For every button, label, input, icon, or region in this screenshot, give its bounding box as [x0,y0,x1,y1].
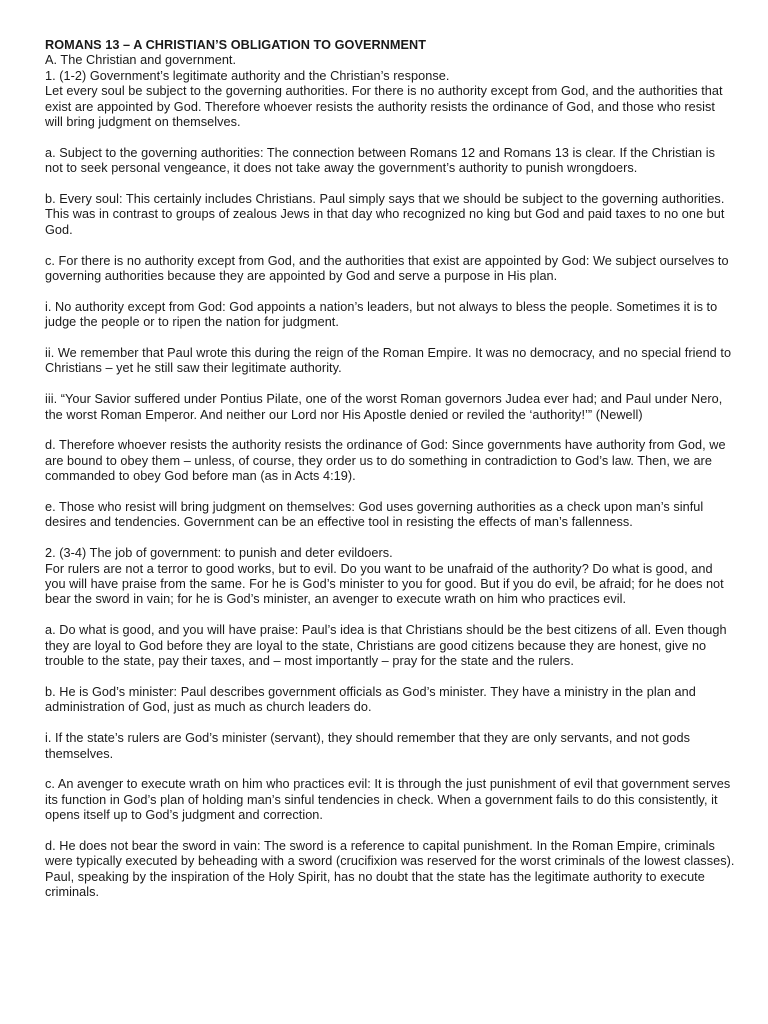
paragraph-gap [45,331,735,346]
paragraph-gap [45,531,735,546]
paragraph-1d: d. Therefore whoever resists the authority resists the ordinance of God: Since governments have authority from God, we are bound to obey them – unless, of course, they order us to do something in contradiction to God’s law. Then, we are commanded to obey God before man (as in Acts 4:19). [45,438,726,484]
paragraph-1c-i: i. No authority except from God: God appoints a nation’s leaders, but not always to bless the people. Sometimes it is to judge the people or to ripen the nation for judgment. [45,299,718,330]
paragraph-gap [45,716,735,731]
paragraph-2b: b. He is God’s minister: Paul describes government officials as God’s minister. They have a ministry in the plan and administration of God, just as much as church leaders do. [45,684,696,715]
scripture-passage-2: For rulers are not a terror to good works, but to evil. Do you want to be unafraid of the authority? Do what is good, and you will have praise from the same. For he is God’s minister to you for good. But if you do evil, be afraid; for he does not bear the sword in vain; for he is God’s minister, an avenger to execute wrath on him who practices evil. [45,561,724,607]
paragraph-2d: d. He does not bear the sword in vain: The sword is a reference to capital punishment. In the Roman Empire, criminals were typically executed by beheading with a sword (crucifixion was reserved for the worst criminals of the lowest classes). Paul, speaking by the inspiration of the Holy Spirit, has no doubt that the state has the legitimate authority to execute criminals. [45,838,735,900]
paragraph-2b-i: i. If the state’s rulers are God’s minister (servant), they should remember that they are only servants, and not gods themselves. [45,731,690,761]
paragraph-1e: e. Those who resist will bring judgment on themselves: God uses governing authorities as a check upon man’s sinful desires and tendencies. Government can be an effective tool in resisting the effects of man’s fallenness. [45,500,704,530]
paragraph-1b: b. Every soul: This certainly includes Christians. Paul simply says that we should be subject to the governing authorities. This was in contrast to groups of zealous Jews in that day who recognized no king but God and paid taxes to no one but God. [45,192,725,237]
paragraph-gap [45,130,735,145]
point-1-heading: 1. (1-2) Government’s legitimate authority and the Christian’s response. [45,68,450,83]
document-title: ROMANS 13 – A CHRISTIAN’S OBLIGATION TO GOVERNMENT [45,38,427,52]
paragraph-gap [45,485,735,500]
paragraph-1c-iii: iii. “Your Savior suffered under Pontius Pilate, one of the worst Roman governors Judea ever had; and Paul under Nero, the worst Roman Emperor. And neither our Lord nor His Apostle denied or reviled the ‘authority!’” (Newell) [45,392,723,422]
point-2-heading: 2. (3-4) The job of government: to punish and deter evildoers. [45,546,393,561]
paragraph-1c: c. For there is no authority except from God, and the authorities that exist are appointed by God: We subject ourselves to governing authorities because they are appointed by God and serve a purpose in His plan. [45,253,729,284]
paragraph-gap [45,670,735,685]
section-heading-a: A. The Christian and government. [45,53,237,68]
paragraph-gap [45,377,735,392]
paragraph-1c-ii: ii. We remember that Paul wrote this during the reign of the Roman Empire. It was no democracy, and no special friend to Christians – yet he still saw their legitimate authority. [45,346,732,376]
paragraph-gap [45,608,735,623]
paragraph-gap [45,423,735,438]
paragraph-gap [45,284,735,299]
paragraph-2c: c. An avenger to execute wrath on him who practices evil: It is through the just punishment of evil that government serves its function in God’s plan of holding man’s sinful tendencies in check. When a government fails to do this consistently, it opens itself up to God’s judgment and correction. [45,777,731,823]
paragraph-2a: a. Do what is good, and you will have praise: Paul’s idea is that Christians should be the best citizens of all. Even though they are loyal to God before they are loyal to the state, Christians are good citizens because they are honest, give no trouble to the state, pay their taxes, and – most importantly – pray for the state and the rulers. [45,623,727,669]
paragraph-1a: a. Subject to the governing authorities: The connection between Romans 12 and Romans 13 is clear. If the Christian is not to seek personal vengeance, it does not take away the government’s authority to punish wrongdoers. [45,145,715,176]
paragraph-gap [45,824,735,839]
paragraph-gap [45,177,735,192]
scripture-passage-1: Let every soul be subject to the governing authorities. For there is no authority except from God, and the authorities that exist are appointed by God. Therefore whoever resists the authority resists the ordinance of God, and those who resist will bring judgment on themselves. [45,84,723,130]
document-body [45,38,735,901]
paragraph-gap [45,238,735,253]
paragraph-gap [45,762,735,777]
